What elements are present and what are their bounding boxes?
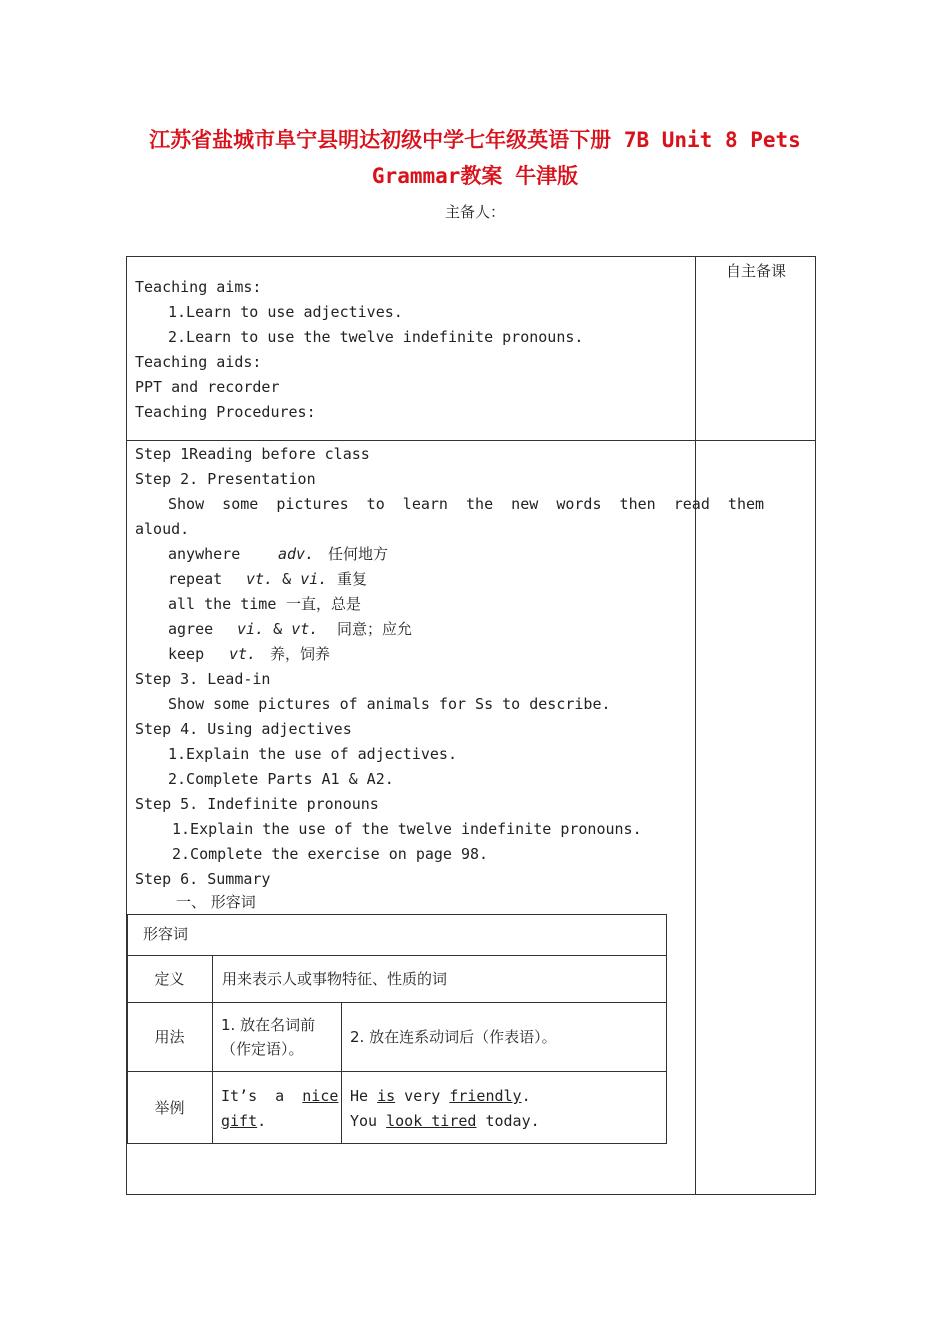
vocab-meaning: 任何地方 bbox=[328, 545, 389, 563]
table-rule bbox=[341, 1002, 342, 1144]
vocab-word: keep bbox=[168, 645, 205, 663]
vocab-item bbox=[168, 544, 240, 564]
example-underlined: nice bbox=[302, 1087, 339, 1105]
vocab-word: repeat bbox=[168, 570, 223, 588]
example-2 bbox=[350, 1084, 531, 1108]
example-text: . bbox=[257, 1112, 267, 1130]
example-label: 举例 bbox=[154, 1099, 185, 1117]
example-1-line2 bbox=[221, 1109, 266, 1133]
usage-label: 用法 bbox=[154, 1028, 185, 1046]
table-rule bbox=[127, 1071, 667, 1072]
document-title-line1: 江苏省盐城市阜宁县明达初级中学七年级英语下册 7B Unit 8 Pets bbox=[149, 128, 801, 152]
teaching-aids-heading: Teaching aids: bbox=[135, 353, 262, 371]
usage-1-line1: 1. 放在名词前 bbox=[221, 1016, 316, 1034]
vocab-meaning: 同意；应允 bbox=[337, 620, 413, 638]
vocab-word: anywhere bbox=[168, 545, 241, 563]
vocab-meaning: 一直，总是 bbox=[286, 595, 362, 613]
vocab-meaning: 养，饲养 bbox=[270, 645, 331, 663]
step-2-text-line2: aloud. bbox=[135, 520, 190, 538]
example-text: very bbox=[395, 1087, 450, 1105]
example-text: It’s a bbox=[221, 1087, 303, 1105]
teaching-aims-heading: Teaching aims: bbox=[135, 278, 262, 296]
side-column-heading: 自主备课 bbox=[725, 262, 786, 280]
definition-label: 定义 bbox=[154, 970, 185, 988]
usage-2: 2. 放在连系动词后（作表语）。 bbox=[350, 1028, 557, 1046]
vocab-word: agree bbox=[168, 620, 214, 638]
column-divider bbox=[695, 256, 696, 1195]
step-3: Step 3. Lead-in bbox=[135, 670, 271, 688]
table-rule bbox=[212, 955, 213, 1144]
table-rule bbox=[127, 1002, 667, 1003]
example-text: . bbox=[521, 1087, 531, 1105]
example-text: You bbox=[350, 1112, 387, 1130]
teaching-procedures-heading: Teaching Procedures: bbox=[135, 403, 316, 421]
row-divider bbox=[126, 440, 816, 441]
step-4: Step 4. Using adjectives bbox=[135, 720, 352, 738]
step-4-item-2: 2.Complete Parts A1 & A2. bbox=[168, 770, 394, 788]
step-4-item-1: 1.Explain the use of adjectives. bbox=[168, 745, 457, 763]
aim-1-part-c: adjectives. bbox=[303, 303, 403, 321]
step-2-text-line1: Show some pictures to learn the new words then read them bbox=[168, 495, 765, 513]
aim-1-part-b: to use bbox=[240, 303, 304, 321]
vocab-pos: vi. & vt. bbox=[237, 620, 319, 638]
vocab-pos: adv. bbox=[278, 545, 315, 563]
vocab-pos: vt. bbox=[229, 645, 257, 663]
definition-text: 用来表示人或事物特征、性质的词 bbox=[222, 970, 448, 988]
vocab-pos: vt. & vi. bbox=[246, 570, 328, 588]
step-5: Step 5. Indefinite pronouns bbox=[135, 795, 379, 813]
example-3 bbox=[350, 1109, 540, 1133]
example-underlined: friendly bbox=[449, 1087, 522, 1105]
aim-item-1 bbox=[168, 302, 403, 322]
aim-item-2: 2.Learn to use the twelve indefinite pronouns. bbox=[168, 328, 584, 346]
author-label: 主备人： bbox=[444, 203, 505, 221]
summary-subheading: 一、 形容词 bbox=[176, 893, 256, 911]
step-1: Step 1Reading before class bbox=[135, 445, 370, 463]
table-header: 形容词 bbox=[143, 925, 189, 943]
step-3-text: Show some pictures of animals for Ss to describe. bbox=[168, 695, 611, 713]
vocab-word: all the time bbox=[168, 595, 277, 613]
aim-1-part-a: 1.Learn bbox=[168, 303, 241, 321]
example-underlined: look tired bbox=[386, 1112, 477, 1130]
document-title-line2: Grammar教案 牛津版 bbox=[371, 164, 579, 188]
example-text: He bbox=[350, 1087, 378, 1105]
example-text: today. bbox=[476, 1112, 540, 1130]
example-underlined: gift bbox=[221, 1112, 258, 1130]
step-5-item-1: 1.Explain the use of the twelve indefinite pronouns. bbox=[172, 820, 642, 838]
usage-1-line2: （作定语）。 bbox=[221, 1040, 304, 1058]
step-5-item-2: 2.Complete the exercise on page 98. bbox=[172, 845, 489, 863]
vocab-meaning: 重复 bbox=[337, 570, 368, 588]
teaching-aids-text: PPT and recorder bbox=[135, 378, 280, 396]
table-rule bbox=[127, 955, 667, 956]
example-1-line1 bbox=[221, 1084, 338, 1108]
step-6: Step 6. Summary bbox=[135, 870, 271, 888]
example-underlined: is bbox=[377, 1087, 396, 1105]
step-2: Step 2. Presentation bbox=[135, 470, 316, 488]
